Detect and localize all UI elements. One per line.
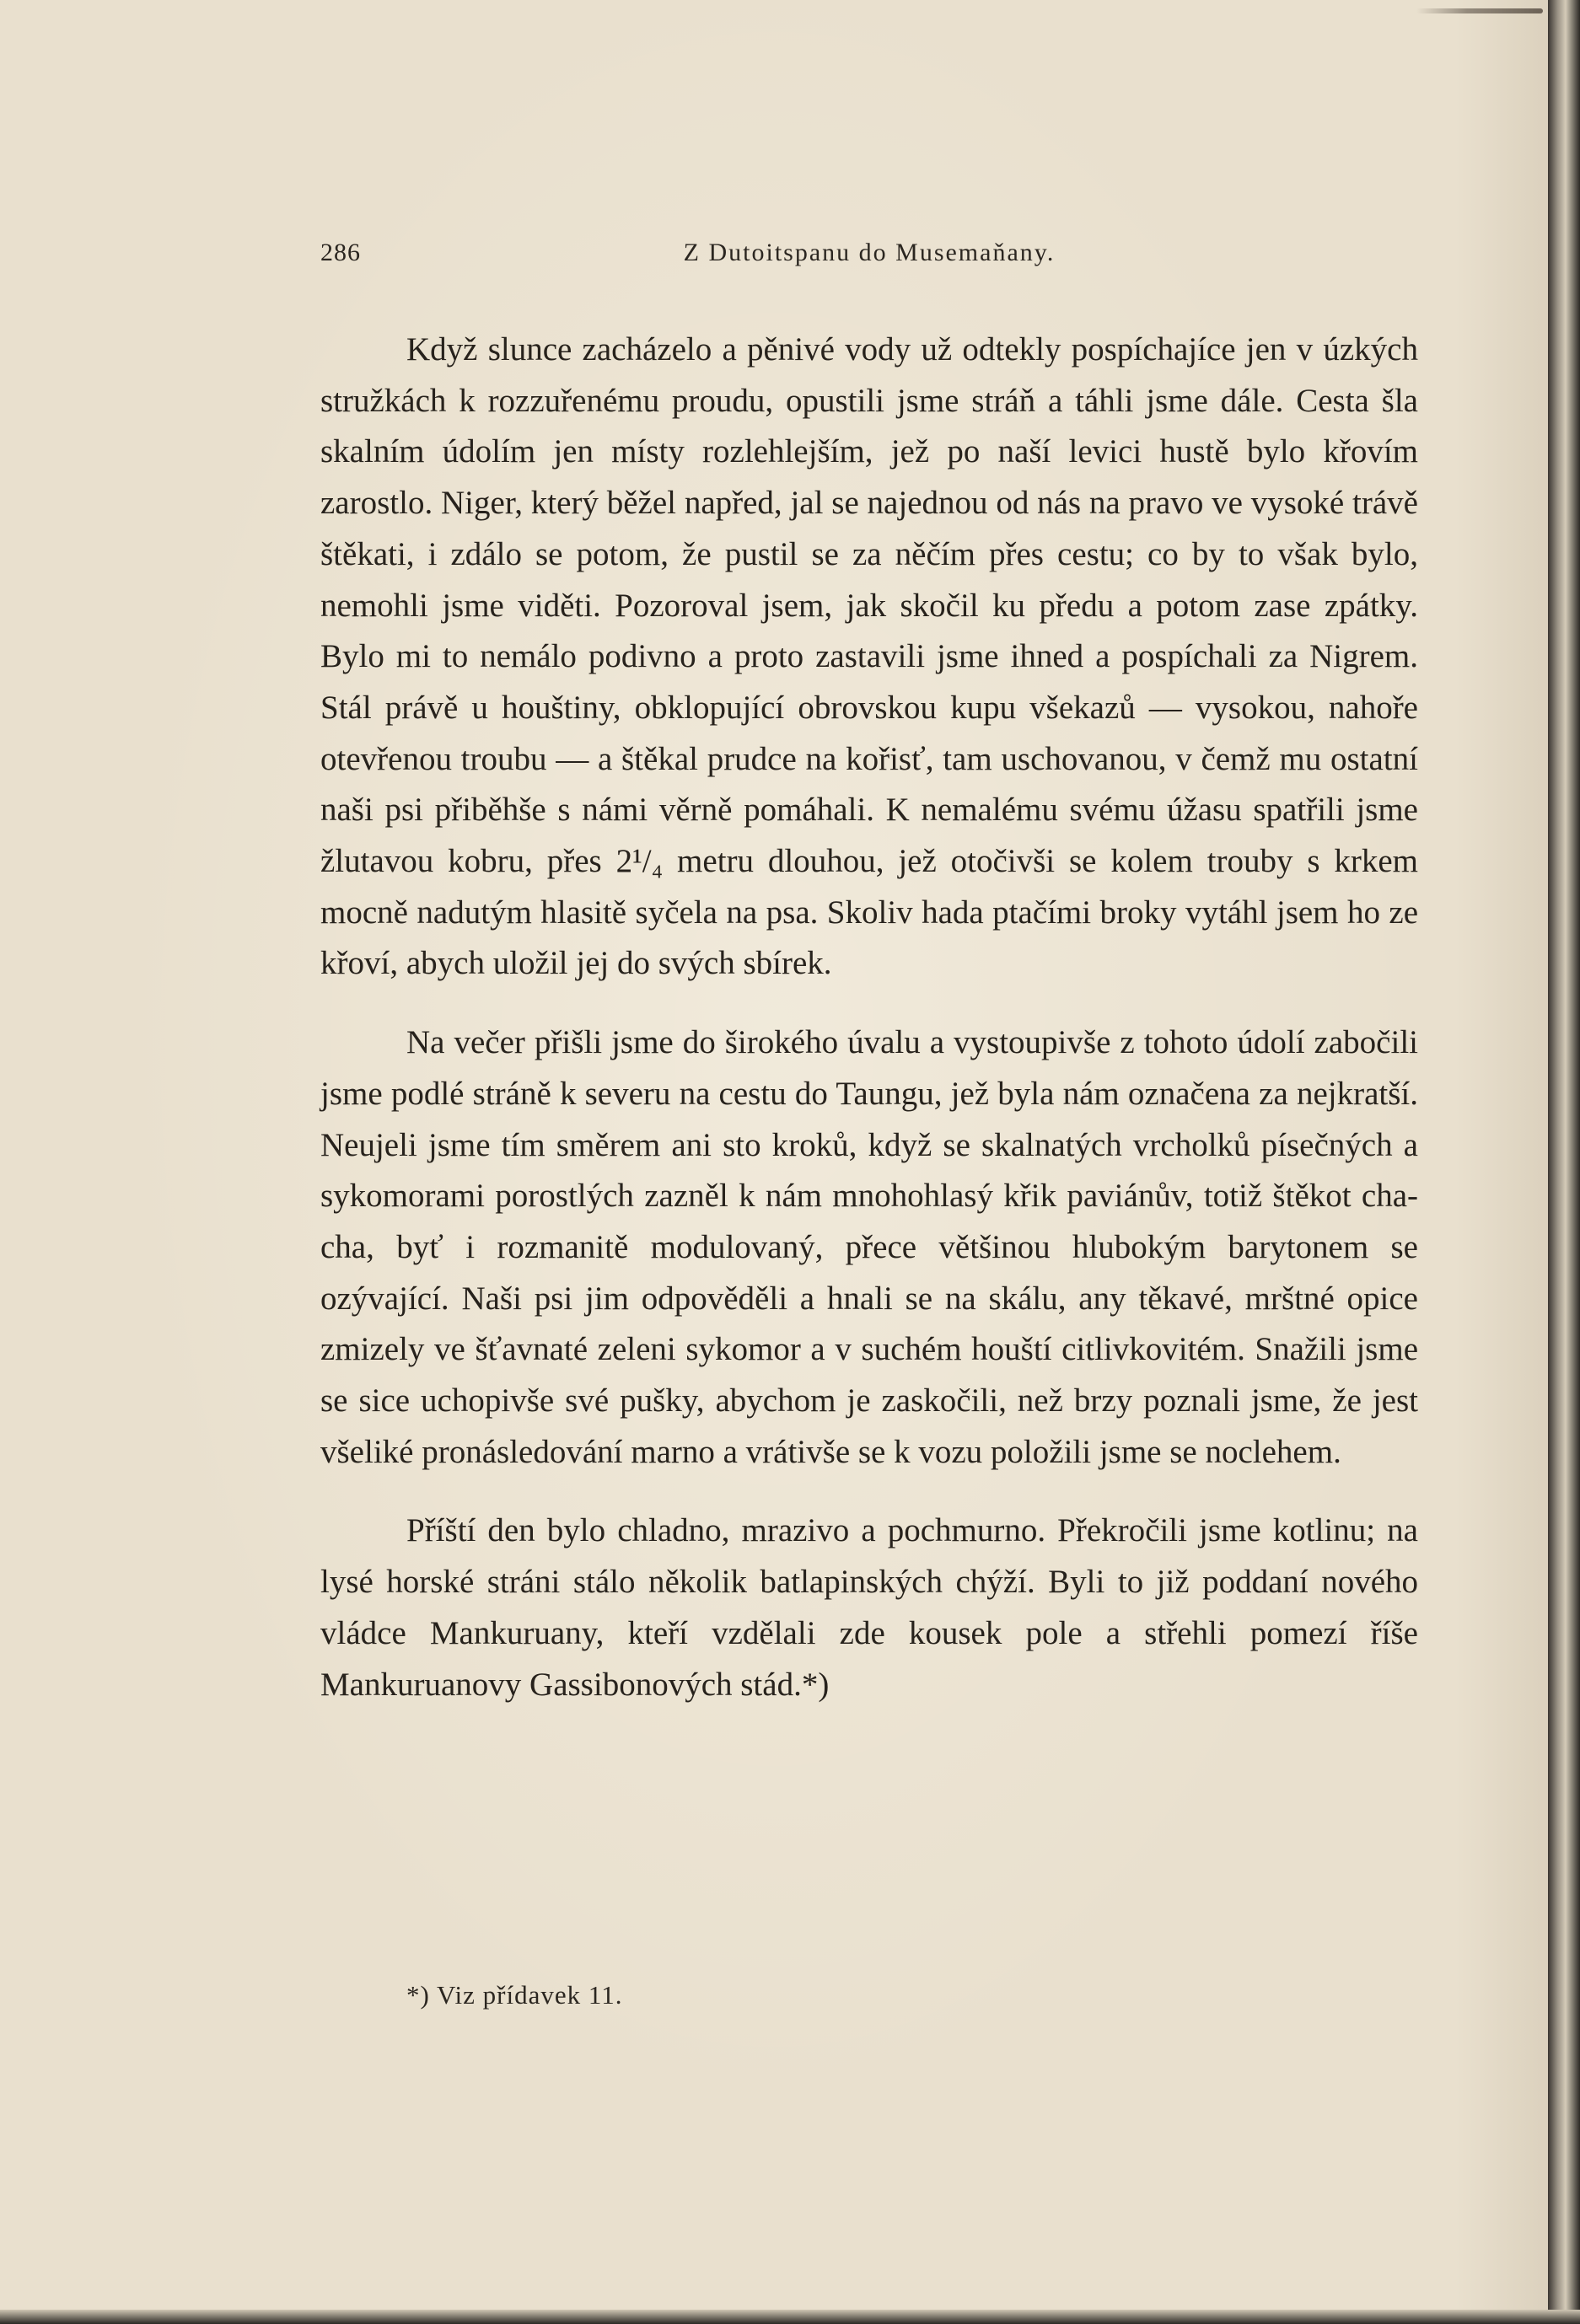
paragraph-3: Příští den bylo chladno, mrazivo a pochmurno. Překročili jsme kotlinu; na lysé horské stráni stálo několik batlapinských chýží. Byli to již poddaní nového vládce Mankuruany, kteří vzdělali zde kousek pole a střehli pomezí říše Mankuruanovy Gassibonových stád.*): [320, 1512, 1418, 1703]
page-edge: [1548, 0, 1580, 2324]
paragraph-2: Na večer přišli jsme do širokého úvalu a vystoupivše z tohoto údolí zabočili jsme podlé stráně k severu na cestu do Taungu, jež byla nám označena za nejkratší. Neujeli jsme tím směrem ani sto kroků, když se skalnatých vrcholků písečných a sykomorami porostlých zazněl k nám mnohohlasý křik paviánův, totiž štěkot cha-cha, byť i rozmanitě modulovaný, přece většinou hlubokým barytonem se ozývající. Naši psi jim odpověděli a hnali se na skálu, any těkavé, mrštné opice zmizely ve šťavnaté zeleni sykomor a v suchém houští citlivkovitém. Snažili jsme se sice uchopivše své pušky, abychom je zaskočili, než brzy poznali jsme, že jest všeliké pronásledování marno a vrátivše se k vozu položili jsme se noclehem.: [320, 1024, 1418, 1470]
page-bottom-edge: [0, 2310, 1580, 2324]
running-title: Z Dutoitspanu do Musemaňany.: [683, 239, 1056, 266]
paragraph-1: Když slunce zacházelo a pěnivé vody už odtekly pospíchajíce jen v úzkých stružkách k rozzuřenému proudu, opustili jsme stráň a táhli jsme dále. Cesta šla skalním údolím jen místy rozlehlejším, jež po naší levici hustě bylo křovím zarostlo. Niger, který běžel napřed, jal se najednou od nás na pravo ve vysoké trávě štěkati, i zdálo se potom, že pustil se za něčím přes cestu; co by to však bylo, nemohli jsme viděti. Pozoroval jsem, jak skočil ku předu a potom zase zpátky. Bylo mi to nemálo podivno a proto zastavili jsme ihned a pospíchali za Nigrem. Stál právě u houštiny, obklopující obrovskou kupu všekazů — vysokou, nahoře otevřenou troubu — a štěkal prudce na kořisť, tam uschovanou, v čemž mu ostatní naši psi přiběhše s námi věrně pomáhali. K nemalému svému úžasu spatřili jsme žlutavou kobru, přes 2¹/₄ metru dlouhou, jež otočivši se kolem trouby s krkem mocně nadutým hlasitě syčela na psa. Skoliv hada ptačími broky vytáhl jsem ho ze křoví, abych uložil jej do svých sbírek.: [320, 331, 1418, 982]
scan-mark: [1416, 8, 1543, 13]
page-number: 286: [320, 239, 361, 266]
body-text: [320, 325, 1418, 1710]
footnote: *) Viz přídavek 11.: [406, 1980, 623, 2010]
running-head: [320, 239, 1418, 272]
